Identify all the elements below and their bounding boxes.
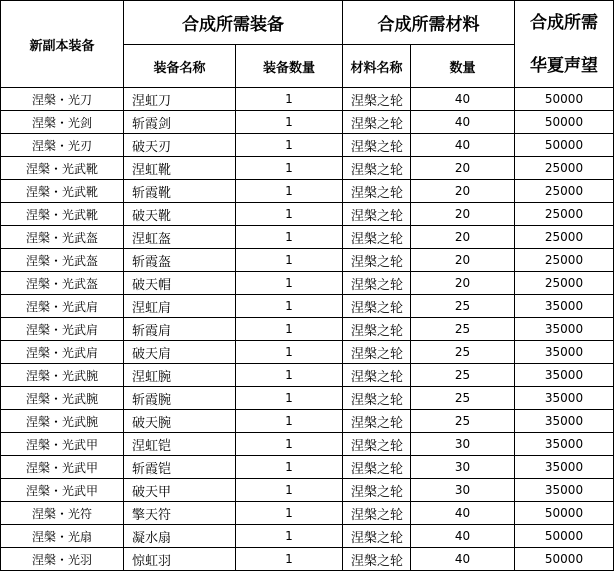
cell-equip-count: 1 — [236, 456, 343, 479]
header-new-equipment: 新副本装备 — [1, 1, 124, 88]
cell-equip-count: 1 — [236, 387, 343, 410]
cell-equip-count: 1 — [236, 134, 343, 157]
cell-equip-name: 破天甲 — [124, 479, 236, 502]
cell-material-name: 涅槃之轮 — [343, 387, 411, 410]
cell-new-item: 涅槃・光剑 — [1, 111, 124, 134]
table-row — [1, 180, 614, 203]
table-row — [1, 272, 614, 295]
cell-prestige: 25000 — [515, 226, 614, 249]
cell-material-name: 涅槃之轮 — [343, 548, 411, 571]
cell-material-name: 涅槃之轮 — [343, 433, 411, 456]
cell-prestige: 25000 — [515, 272, 614, 295]
cell-material-name: 涅槃之轮 — [343, 502, 411, 525]
cell-material-name: 涅槃之轮 — [343, 410, 411, 433]
cell-equip-count: 1 — [236, 272, 343, 295]
cell-material-name: 涅槃之轮 — [343, 525, 411, 548]
table-row — [1, 387, 614, 410]
cell-prestige: 50000 — [515, 111, 614, 134]
cell-material-name: 涅槃之轮 — [343, 364, 411, 387]
cell-new-item: 涅槃・光武盔 — [1, 272, 124, 295]
cell-equip-count: 1 — [236, 410, 343, 433]
cell-equip-count: 1 — [236, 157, 343, 180]
cell-material-count: 20 — [411, 272, 515, 295]
cell-material-count: 40 — [411, 548, 515, 571]
cell-equip-count: 1 — [236, 548, 343, 571]
cell-prestige: 50000 — [515, 502, 614, 525]
cell-material-name: 涅槃之轮 — [343, 341, 411, 364]
cell-material-count: 20 — [411, 180, 515, 203]
cell-prestige: 35000 — [515, 318, 614, 341]
table-row — [1, 226, 614, 249]
cell-new-item: 涅槃・光武腕 — [1, 364, 124, 387]
cell-equip-name: 斩霞腕 — [124, 387, 236, 410]
cell-material-name: 涅槃之轮 — [343, 272, 411, 295]
cell-material-name: 涅槃之轮 — [343, 111, 411, 134]
cell-material-name: 涅槃之轮 — [343, 157, 411, 180]
cell-prestige: 35000 — [515, 295, 614, 318]
cell-equip-name: 涅虹靴 — [124, 157, 236, 180]
cell-material-count: 40 — [411, 502, 515, 525]
cell-equip-count: 1 — [236, 111, 343, 134]
cell-new-item: 涅槃・光武甲 — [1, 456, 124, 479]
table-row — [1, 364, 614, 387]
header-required-equipment: 合成所需装备 — [124, 1, 343, 45]
cell-material-count: 20 — [411, 226, 515, 249]
cell-material-name: 涅槃之轮 — [343, 88, 411, 111]
cell-material-count: 25 — [411, 341, 515, 364]
header-prestige-line2: 华夏声望 — [530, 55, 598, 76]
cell-equip-count: 1 — [236, 433, 343, 456]
cell-equip-name: 涅虹盔 — [124, 226, 236, 249]
cell-prestige: 35000 — [515, 456, 614, 479]
cell-prestige: 50000 — [515, 548, 614, 571]
cell-prestige: 25000 — [515, 249, 614, 272]
cell-material-name: 涅槃之轮 — [343, 479, 411, 502]
table-row — [1, 548, 614, 571]
cell-equip-name: 斩霞肩 — [124, 318, 236, 341]
cell-material-count: 20 — [411, 203, 515, 226]
cell-new-item: 涅槃・光武甲 — [1, 433, 124, 456]
cell-equip-name: 涅虹腕 — [124, 364, 236, 387]
cell-equip-name: 斩霞靴 — [124, 180, 236, 203]
table-row — [1, 111, 614, 134]
table-row — [1, 341, 614, 364]
header-prestige-line1: 合成所需 — [530, 12, 598, 33]
cell-equip-name: 破天帽 — [124, 272, 236, 295]
table-row — [1, 479, 614, 502]
cell-equip-name: 斩霞盔 — [124, 249, 236, 272]
cell-material-count: 40 — [411, 134, 515, 157]
cell-new-item: 涅槃・光武靴 — [1, 180, 124, 203]
cell-equip-name: 涅虹肩 — [124, 295, 236, 318]
cell-new-item: 涅槃・光刃 — [1, 134, 124, 157]
cell-prestige: 35000 — [515, 433, 614, 456]
cell-prestige: 35000 — [515, 341, 614, 364]
cell-equip-count: 1 — [236, 295, 343, 318]
cell-prestige: 35000 — [515, 410, 614, 433]
cell-new-item: 涅槃・光武肩 — [1, 341, 124, 364]
header-equip-name: 装备名称 — [124, 45, 236, 88]
cell-new-item: 涅槃・光武靴 — [1, 157, 124, 180]
cell-material-count: 30 — [411, 479, 515, 502]
table-row — [1, 203, 614, 226]
cell-material-count: 25 — [411, 387, 515, 410]
cell-new-item: 涅槃・光武腕 — [1, 410, 124, 433]
cell-equip-count: 1 — [236, 318, 343, 341]
cell-equip-name: 斩霞铠 — [124, 456, 236, 479]
header-material-count: 数量 — [411, 45, 515, 88]
cell-equip-count: 1 — [236, 364, 343, 387]
table-row — [1, 410, 614, 433]
cell-equip-name: 惊虹羽 — [124, 548, 236, 571]
cell-material-count: 40 — [411, 88, 515, 111]
cell-new-item: 涅槃・光武腕 — [1, 387, 124, 410]
cell-equip-count: 1 — [236, 479, 343, 502]
cell-material-count: 30 — [411, 433, 515, 456]
cell-prestige: 35000 — [515, 387, 614, 410]
cell-material-name: 涅槃之轮 — [343, 134, 411, 157]
table-row — [1, 525, 614, 548]
cell-new-item: 涅槃・光符 — [1, 502, 124, 525]
cell-equip-name: 破天肩 — [124, 341, 236, 364]
cell-material-name: 涅槃之轮 — [343, 249, 411, 272]
cell-new-item: 涅槃・光刀 — [1, 88, 124, 111]
header-required-prestige — [515, 1, 614, 88]
table-row — [1, 456, 614, 479]
cell-equip-count: 1 — [236, 203, 343, 226]
table-row — [1, 295, 614, 318]
table-row — [1, 88, 614, 111]
cell-material-count: 25 — [411, 364, 515, 387]
table-row — [1, 157, 614, 180]
cell-equip-name: 涅虹铠 — [124, 433, 236, 456]
cell-new-item: 涅槃・光武肩 — [1, 318, 124, 341]
cell-equip-count: 1 — [236, 249, 343, 272]
cell-material-count: 25 — [411, 295, 515, 318]
cell-material-count: 40 — [411, 111, 515, 134]
table-row — [1, 433, 614, 456]
cell-new-item: 涅槃・光武甲 — [1, 479, 124, 502]
cell-prestige: 50000 — [515, 134, 614, 157]
cell-equip-name: 破天靴 — [124, 203, 236, 226]
cell-new-item: 涅槃・光羽 — [1, 548, 124, 571]
cell-equip-count: 1 — [236, 502, 343, 525]
cell-new-item: 涅槃・光武盔 — [1, 249, 124, 272]
cell-prestige: 25000 — [515, 203, 614, 226]
cell-prestige: 35000 — [515, 479, 614, 502]
header-material-name: 材料名称 — [343, 45, 411, 88]
cell-material-count: 25 — [411, 410, 515, 433]
cell-equip-name: 擎天符 — [124, 502, 236, 525]
cell-equip-count: 1 — [236, 180, 343, 203]
cell-material-count: 25 — [411, 318, 515, 341]
cell-equip-name: 涅虹刀 — [124, 88, 236, 111]
table-body — [1, 88, 614, 571]
cell-material-name: 涅槃之轮 — [343, 318, 411, 341]
cell-equip-count: 1 — [236, 88, 343, 111]
cell-material-name: 涅槃之轮 — [343, 180, 411, 203]
cell-material-count: 20 — [411, 157, 515, 180]
cell-equip-count: 1 — [236, 341, 343, 364]
table-row — [1, 502, 614, 525]
cell-prestige: 25000 — [515, 157, 614, 180]
cell-material-count: 30 — [411, 456, 515, 479]
cell-equip-name: 破天刃 — [124, 134, 236, 157]
cell-material-count: 20 — [411, 249, 515, 272]
cell-prestige: 50000 — [515, 88, 614, 111]
header-required-material: 合成所需材料 — [343, 1, 515, 45]
cell-material-name: 涅槃之轮 — [343, 456, 411, 479]
table-row — [1, 318, 614, 341]
header-equip-count: 装备数量 — [236, 45, 343, 88]
cell-equip-count: 1 — [236, 525, 343, 548]
cell-new-item: 涅槃・光扇 — [1, 525, 124, 548]
cell-new-item: 涅槃・光武盔 — [1, 226, 124, 249]
cell-material-name: 涅槃之轮 — [343, 226, 411, 249]
cell-material-count: 40 — [411, 525, 515, 548]
cell-material-name: 涅槃之轮 — [343, 203, 411, 226]
cell-prestige: 35000 — [515, 364, 614, 387]
cell-equip-name: 破天腕 — [124, 410, 236, 433]
cell-equip-count: 1 — [236, 226, 343, 249]
cell-prestige: 25000 — [515, 180, 614, 203]
table-row — [1, 134, 614, 157]
cell-prestige: 50000 — [515, 525, 614, 548]
cell-equip-name: 凝水扇 — [124, 525, 236, 548]
cell-new-item: 涅槃・光武靴 — [1, 203, 124, 226]
cell-material-name: 涅槃之轮 — [343, 295, 411, 318]
cell-new-item: 涅槃・光武肩 — [1, 295, 124, 318]
table-row — [1, 249, 614, 272]
cell-equip-name: 斩霞剑 — [124, 111, 236, 134]
